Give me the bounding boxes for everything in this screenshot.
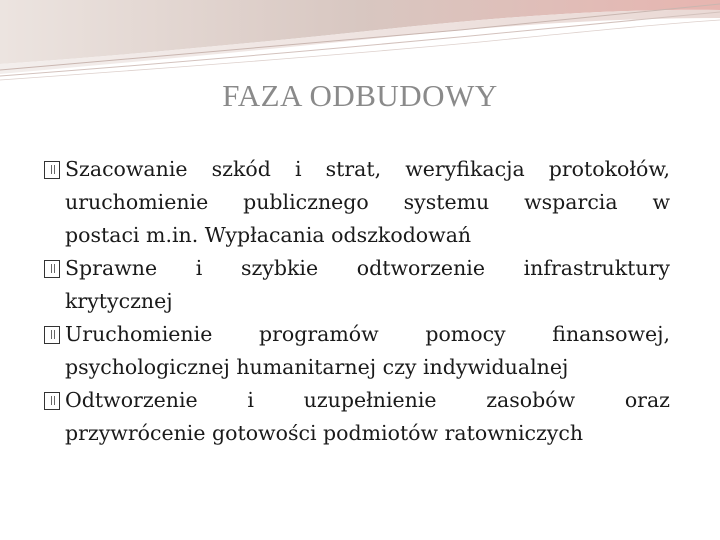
bullet-text-line: Uruchomienie programów pomocy finansowej, (65, 322, 670, 346)
slide-title: FAZA ODBUDOWY (222, 78, 498, 113)
bullet-item (44, 153, 670, 252)
bullet-item (44, 384, 670, 450)
bullet-text-line: Odtworzenie i uzupełnienie zasobów oraz (65, 388, 670, 412)
bullet-item (44, 252, 670, 318)
missing-glyph-box-icon (44, 161, 60, 179)
missing-glyph-box-icon (44, 326, 60, 344)
missing-glyph-box-icon (44, 392, 60, 410)
missing-glyph-box-icon (44, 260, 60, 278)
bullet-text-line: Szacowanie szkód i strat, weryfikacja protokołów, (65, 157, 670, 181)
bullet-text-line: przywrócenie gotowości podmiotów ratowniczych (65, 421, 584, 445)
bullet-text-line: psychologicznej humanitarnej czy indywidualnej (65, 355, 569, 379)
header-swoosh-decoration (0, 0, 720, 90)
bullet-text-line: Sprawne i szybkie odtworzenie infrastruktury (65, 256, 670, 280)
bullet-text-line: krytycznej (65, 289, 173, 313)
bullet-text-line: uruchomienie publicznego systemu wsparcia w (65, 190, 670, 214)
bullet-list (44, 153, 670, 450)
bullet-text-line: postaci m.in. Wypłacania odszkodowań (65, 223, 472, 247)
bullet-item (44, 318, 670, 384)
